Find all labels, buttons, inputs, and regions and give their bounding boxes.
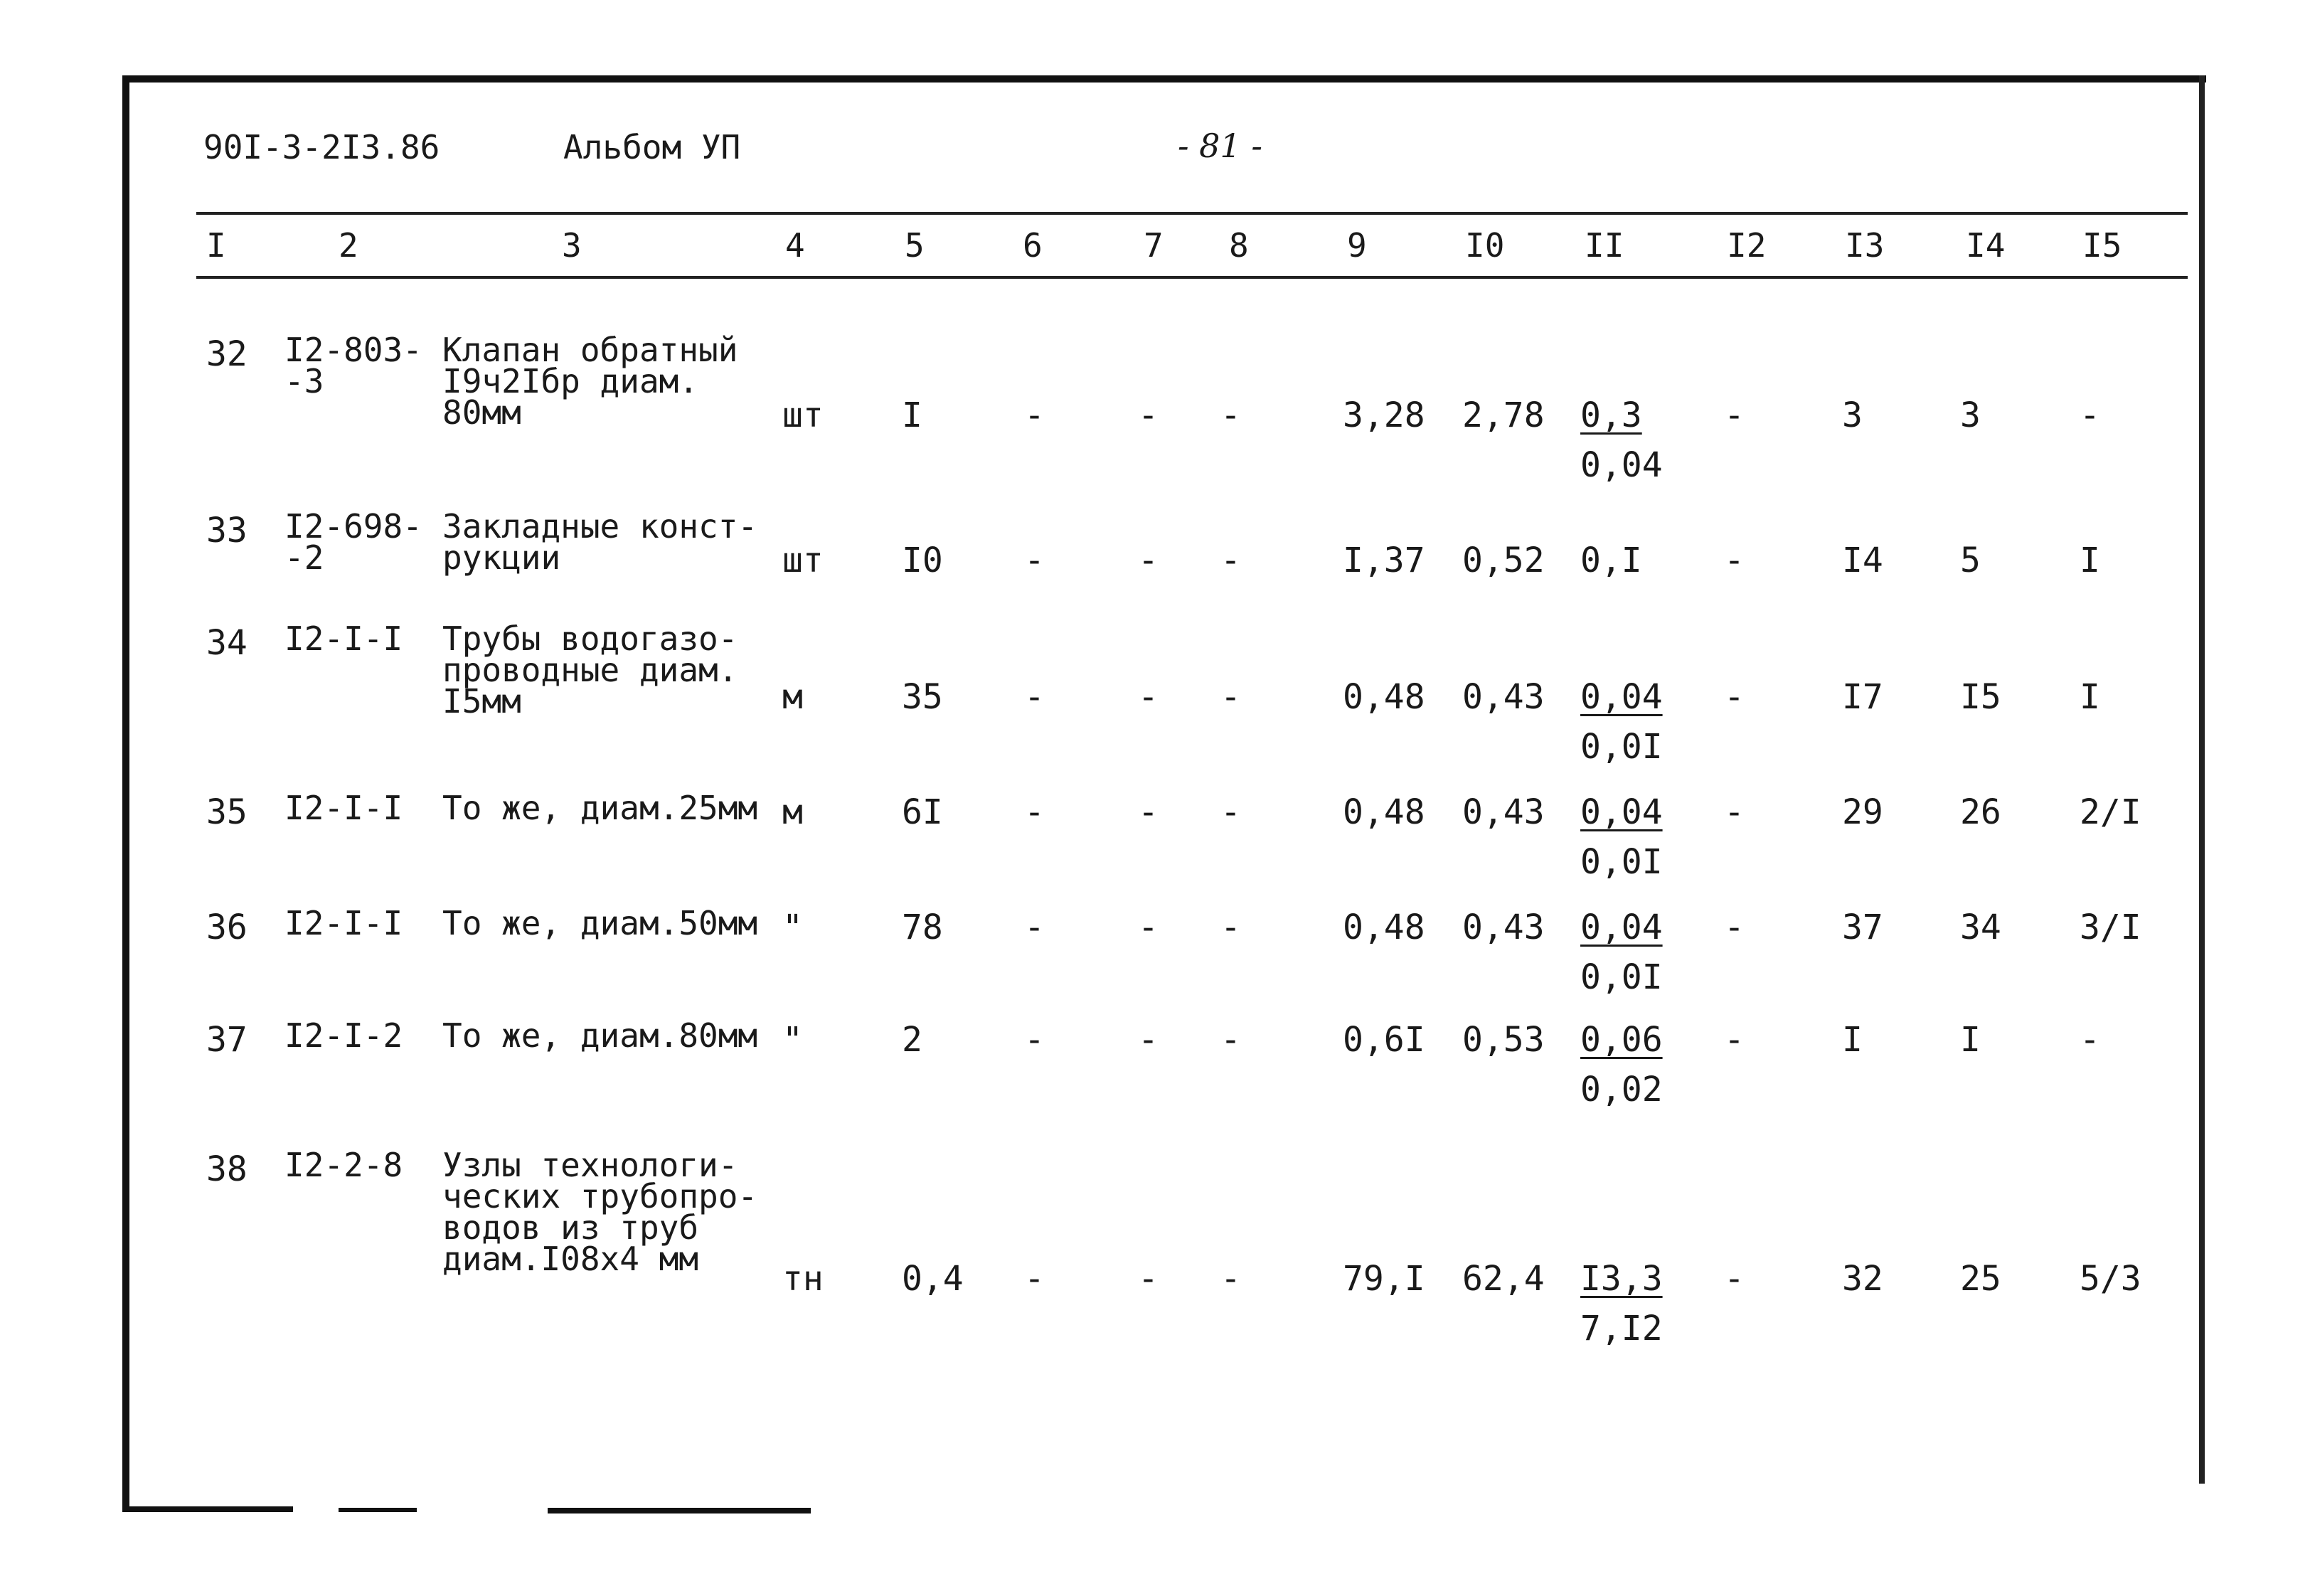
album-title: Альбом УП [563,128,741,166]
resource-code: I2-I-I [284,789,403,827]
value-cell: I [2080,541,2100,580]
unit-cell: " [782,908,803,947]
dash-cell: - [1220,908,1241,947]
column-number: I [206,226,226,265]
page-number: - 81 - [1178,127,1262,165]
value-cell: 2/I [2080,792,2141,832]
value-cell: 0,6I [1343,1020,1425,1060]
value-cell: 3/I [2080,908,2141,947]
resource-code: I2-I-I [284,904,403,942]
column-number: 9 [1347,226,1367,265]
quantity-cell: 0,4 [902,1259,964,1299]
quantity-cell: 78 [902,908,943,947]
dash-cell: - [1138,792,1159,832]
fraction-top: 0,04 [1580,677,1663,717]
fraction-bottom: 0,02 [1580,1070,1663,1110]
value-cell: I [1960,1020,1981,1060]
unit-cell: " [782,1020,803,1060]
fraction-bottom: 0,0I [1580,727,1663,767]
dash-cell: - [1024,1020,1045,1060]
dash-cell: - [1024,792,1045,832]
unit-cell: шт [782,395,824,435]
value-cell: 0,48 [1343,677,1425,717]
frame-right-border [2199,75,2205,1484]
resource-code: I2-698- -2 [284,507,422,577]
value-cell: I,37 [1343,541,1425,580]
value-cell: 0,43 [1462,792,1545,832]
resource-name: То же, диам.80мм [442,1016,758,1055]
resource-name: Узлы технологи- ческих трубопро- водов из труб диам.I08x4 мм [442,1146,758,1278]
dash-cell: - [1724,1259,1745,1299]
value-cell: - [2080,1020,2100,1060]
column-number: I0 [1465,226,1505,265]
value-cell: 26 [1960,792,2001,832]
fraction-top: 0,3 [1580,395,1642,435]
value-cell: 29 [1842,792,1883,832]
unit-cell: шт [782,541,824,580]
quantity-cell: 6I [902,792,943,832]
unit-cell: м [782,792,803,832]
resource-name: То же, диам.25мм [442,789,758,827]
resource-code: I2-803- -3 [284,331,422,400]
value-cell: 0,53 [1462,1020,1545,1060]
row-number: 33 [206,511,247,550]
quantity-cell: 35 [902,677,943,717]
dash-cell: - [1024,677,1045,717]
value-cell: 0,48 [1343,908,1425,947]
dash-cell: - [1220,1020,1241,1060]
table-header-bottom-rule [196,276,2188,279]
value-cell: 34 [1960,908,2001,947]
dash-cell: - [1024,908,1045,947]
dash-cell: - [1220,1259,1241,1299]
dash-cell: - [1724,395,1745,435]
fraction-top: 0,I [1580,541,1642,580]
row-number: 37 [206,1020,247,1060]
value-cell: I [2080,677,2100,717]
quantity-cell: I [902,395,922,435]
dash-cell: - [1138,1259,1159,1299]
value-cell: I [1842,1020,1863,1060]
resource-name: Закладные конст- рукции [442,507,758,577]
resource-name: Трубы водогазо- проводные диам. I5мм [442,619,738,720]
resource-name: Клапан обратный I9ч2Iбр диам. 80мм [442,331,738,432]
dash-cell: - [1138,395,1159,435]
resource-code: I2-2-8 [284,1146,403,1184]
frame-bottom-border [339,1508,417,1512]
resource-code: I2-I-I [284,619,403,658]
dash-cell: - [1724,541,1745,580]
value-cell: 5/3 [2080,1259,2141,1299]
frame-top-border [122,75,2206,83]
column-number: 2 [339,226,358,265]
unit-cell: тн [782,1259,824,1299]
value-cell: 32 [1842,1259,1883,1299]
fraction-bottom: 0,0I [1580,842,1663,882]
fraction-bottom: 0,04 [1580,445,1663,485]
value-cell: 3,28 [1343,395,1425,435]
value-cell: I5 [1960,677,2001,717]
quantity-cell: 2 [902,1020,922,1060]
value-cell: 79,I [1343,1259,1425,1299]
dash-cell: - [1138,677,1159,717]
dash-cell: - [1138,1020,1159,1060]
row-number: 35 [206,792,247,832]
column-number: I4 [1966,226,2006,265]
fraction-top: 0,04 [1580,908,1663,947]
dash-cell: - [1220,395,1241,435]
value-cell: I7 [1842,677,1883,717]
dash-cell: - [1024,541,1045,580]
dash-cell: - [1138,908,1159,947]
dash-cell: - [1724,1020,1745,1060]
column-number: 3 [562,226,582,265]
column-number: I3 [1845,226,1885,265]
value-cell: 0,43 [1462,908,1545,947]
value-cell: 3 [1960,395,1981,435]
column-number: 6 [1023,226,1043,265]
value-cell: 62,4 [1462,1259,1545,1299]
value-cell: 3 [1842,395,1863,435]
value-cell: 2,78 [1462,395,1545,435]
row-number: 32 [206,334,247,374]
value-cell: - [2080,395,2100,435]
value-cell: I4 [1842,541,1883,580]
value-cell: 0,48 [1343,792,1425,832]
unit-cell: м [782,677,803,717]
value-cell: 0,43 [1462,677,1545,717]
value-cell: 25 [1960,1259,2001,1299]
column-number: I5 [2082,226,2122,265]
row-number: 36 [206,908,247,947]
column-number: 4 [785,226,805,265]
value-cell: 37 [1842,908,1883,947]
resource-code: I2-I-2 [284,1016,403,1055]
fraction-top: I3,3 [1580,1259,1663,1299]
column-number: II [1585,226,1624,265]
column-number: 5 [905,226,925,265]
resource-name: То же, диам.50мм [442,904,758,942]
quantity-cell: I0 [902,541,943,580]
dash-cell: - [1024,395,1045,435]
dash-cell: - [1724,677,1745,717]
column-number: I2 [1727,226,1767,265]
frame-bottom-border [548,1508,811,1513]
value-cell: 0,52 [1462,541,1545,580]
row-number: 34 [206,623,247,663]
dash-cell: - [1220,677,1241,717]
column-number: 8 [1229,226,1249,265]
dash-cell: - [1220,792,1241,832]
fraction-bottom: 0,0I [1580,957,1663,997]
value-cell: 5 [1960,541,1981,580]
fraction-top: 0,06 [1580,1020,1663,1060]
frame-bottom-border [122,1506,293,1512]
fraction-top: 0,04 [1580,792,1663,832]
dash-cell: - [1220,541,1241,580]
dash-cell: - [1724,792,1745,832]
column-number: 7 [1144,226,1164,265]
row-number: 38 [206,1149,247,1189]
dash-cell: - [1724,908,1745,947]
document-number: 90I-3-2I3.86 [203,128,440,166]
dash-cell: - [1138,541,1159,580]
table-header-top-rule [196,212,2188,215]
dash-cell: - [1024,1259,1045,1299]
fraction-bottom: 7,I2 [1580,1309,1663,1348]
frame-left-border [122,75,129,1512]
